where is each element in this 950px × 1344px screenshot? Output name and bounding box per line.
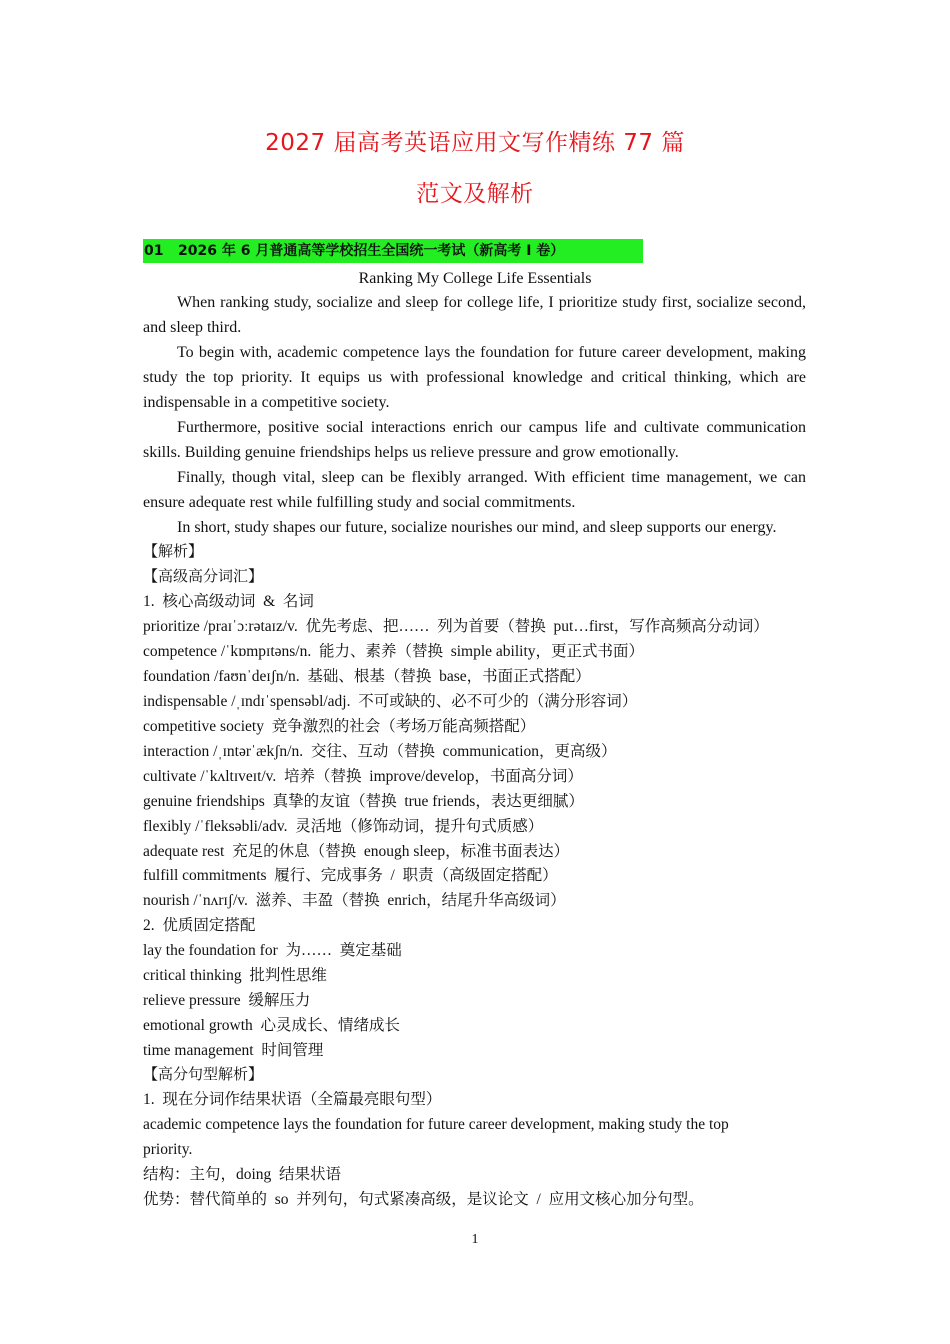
vocab-item: competitive society 竞争激烈的社会（考场万能高频搭配） [143,718,536,735]
vocab-item: competence /ˈkɒmpɪtəns/n. 能力、素养（替换 simple ability，更正式书面） [143,643,645,660]
essay-paragraph: When ranking study, socialize and sleep for college life, I prioritize study first, socialize second, and sleep third. [143,294,806,336]
vocab-item: foundation /faʊnˈdeɪʃn/n. 基础、根基（替换 base，书面正式搭配） [143,668,591,685]
sentence-heading: 【高分句型解析】 [143,1065,264,1083]
phrase-item: emotional growth 心灵成长、情绪成长 [143,1017,401,1034]
section-number: 01 [144,243,164,259]
vocab-item: flexibly /ˈfleksəbli/adv. 灵活地（修饰动词，提升句式质感） [143,818,544,835]
essay-paragraph: Furthermore, positive social interactions enrich our campus life and cultivate communication skills. Building genuine friendships helps us relieve pressure and grow emotionally. [143,419,806,461]
phrase-item: lay the foundation for 为…… 奠定基础 [143,942,402,959]
section-banner [143,239,643,263]
vocab-item: interaction /ˌɪntərˈækʃn/n. 交往、互动（替换 communication，更高级） [143,743,617,760]
vocab-item: adequate rest 充足的休息（替换 enough sleep，标准书面表达） [143,843,570,860]
vocab-item: nourish /ˈnʌrɪʃ/v. 滋养、丰盈（替换 enrich，结尾升华高级词） [143,892,566,909]
vocab-item: indispensable /ˌɪndɪˈspensəbl/adj. 不可或缺的、必不可少的（满分形容词） [143,693,638,710]
vocab-item: cultivate /ˈkʌltɪveɪt/v. 培养（替换 improve/develop，书面高分词） [143,768,583,785]
phrase-item: critical thinking 批判性思维 [143,967,327,984]
sentence-example: academic competence lays the foundation for future career development, making study the top [143,1116,729,1133]
advantage-note: 优势：替代简单的 so 并列句，句式紧凑高级，是议论文 / 应用文核心加分句型。 [143,1191,704,1208]
document-subtitle: 范文及解析 [416,181,534,207]
sentence-section-title: 1. 现在分词作结果状语（全篇最亮眼句型） [143,1091,442,1108]
analysis-heading: 【解析】 [143,542,204,560]
sentence-example-continued: priority. [143,1141,193,1158]
vocab-heading: 【高级高分词汇】 [143,567,264,585]
vocab-item: fulfill commitments 履行、完成事务 / 职责（高级固定搭配） [143,867,558,884]
phrase-item: time management 时间管理 [143,1042,324,1059]
structure-note: 结构：主句，doing 结果状语 [143,1166,342,1183]
essay-paragraph: Finally, though vital, sleep can be flexibly arranged. With efficient time management, we can ensure adequate rest while fulfilling study and social commitments. [143,469,806,511]
essay-paragraph: In short, study shapes our future, socialize nourishes our mind, and sleep supports our energy. [177,519,777,536]
document-title: 2027 届高考英语应用文写作精练 77 篇 [265,130,685,156]
essay-paragraph: To begin with, academic competence lays the foundation for future career development, making study the top priority. It equips us with professional knowledge and critical thinking, which are indispensable in a competitive society. [143,344,806,411]
vocab-item: genuine friendships 真挚的友谊（替换 true friends，表达更细腻） [143,793,584,810]
phrase-section-title: 2. 优质固定搭配 [143,917,256,934]
vocab-section-title: 1. 核心高级动词 & 名词 [143,593,314,610]
vocab-item: prioritize /praɪˈɔːrətaɪz/v. 优先考虑、把…… 列为首要（替换 put…first，写作高频高分动词） [143,618,769,635]
essay-title: Ranking My College Life Essentials [358,270,592,287]
section-banner-text: 2026 年 6 月普通高等学校招生全国统一考试（新高考 I 卷） [178,243,565,259]
page-number: 1 [471,1232,479,1247]
phrase-item: relieve pressure 缓解压力 [143,992,311,1009]
